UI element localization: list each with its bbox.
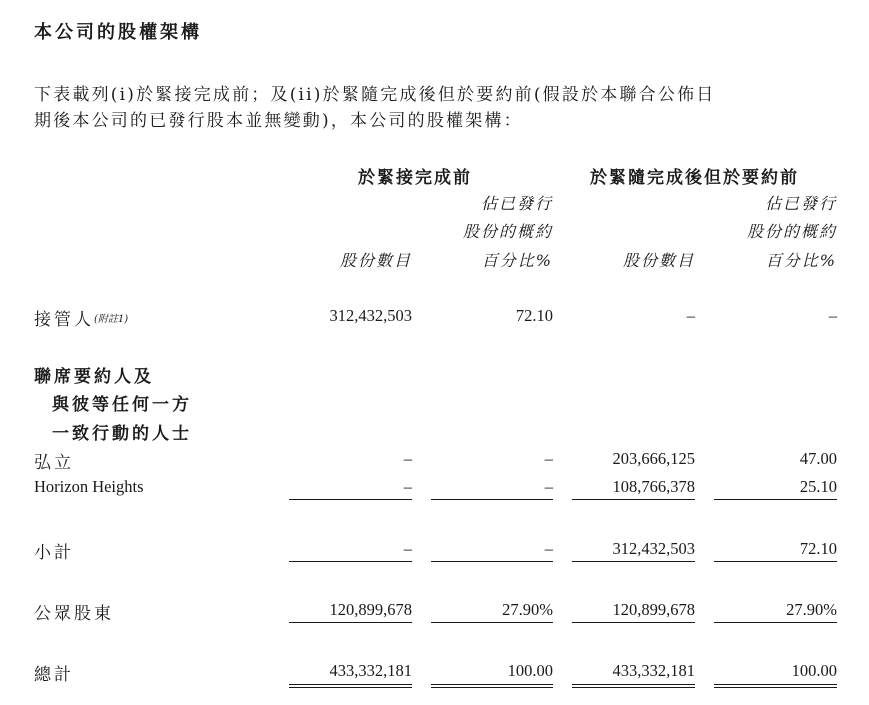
header-before-completion: 於緊接完成前 <box>358 168 472 188</box>
receiver-pct-before: 72.10 <box>515 306 553 325</box>
concert-heading-line2: 與彼等任何一方 <box>52 395 192 415</box>
header-pct-line1-b: 佔已發行 <box>764 194 837 213</box>
rule-public-c1 <box>289 622 412 623</box>
total-pct-before: 100.00 <box>507 661 553 680</box>
rule-public-c4 <box>714 622 837 623</box>
total-shares-after: 433,332,181 <box>612 661 695 680</box>
hongli-shares-after: 203,666,125 <box>612 449 695 468</box>
total-pct-after: 100.00 <box>791 661 837 680</box>
header-pct-line1-a: 佔已發行 <box>480 194 553 213</box>
double-rule-total-c3 <box>572 684 695 688</box>
rule-subtotal-c1 <box>289 561 412 562</box>
intro-line-1: 下表載列(i)於緊接完成前；及(ii)於緊隨完成後但於要約前(假設於本聯合公佈日 <box>34 85 716 105</box>
row-label-hongli: 弘立 <box>34 453 74 473</box>
double-rule-total-c1 <box>289 684 412 688</box>
receiver-pct-after: – <box>828 306 837 325</box>
horizon-pct-before: – <box>544 477 553 496</box>
hongli-pct-before: – <box>544 449 553 468</box>
public-pct-before: 27.90% <box>502 600 553 619</box>
hongli-shares-before: – <box>403 449 412 468</box>
rule-horizon-c3 <box>572 499 695 500</box>
rule-subtotal-c4 <box>714 561 837 562</box>
intro-line-2: 期後本公司的已發行股本並無變動)，本公司的股權架構： <box>34 111 523 131</box>
header-pct-line2-a: 股份的概約 <box>462 222 553 241</box>
rule-horizon-c2 <box>431 499 553 500</box>
rule-horizon-c4 <box>714 499 837 500</box>
subtotal-shares-after: 312,432,503 <box>612 539 695 558</box>
receiver-note: (附註1) <box>94 314 129 325</box>
rule-public-c2 <box>431 622 553 623</box>
header-pct-line2-b: 股份的概約 <box>746 222 837 241</box>
row-label-public: 公眾股東 <box>34 604 114 624</box>
header-pct-line3-b: 百分比% <box>765 251 837 270</box>
horizon-shares-before: – <box>403 477 412 496</box>
row-label-subtotal: 小計 <box>34 543 74 563</box>
concert-heading-line3: 一致行動的人士 <box>52 424 192 444</box>
header-after-completion: 於緊隨完成後但於要約前 <box>590 168 799 188</box>
rule-public-c3 <box>572 622 695 623</box>
section-title: 本公司的股權架構 <box>34 22 202 43</box>
header-pct-line3-a: 百分比% <box>481 251 553 270</box>
header-shares-a: 股份數目 <box>339 251 412 270</box>
public-pct-after: 27.90% <box>786 600 837 619</box>
rule-horizon-c1 <box>289 499 412 500</box>
row-label-total: 總計 <box>34 665 74 685</box>
rule-subtotal-c3 <box>572 561 695 562</box>
total-shares-before: 433,332,181 <box>329 661 412 680</box>
receiver-label-text: 接管人 <box>34 310 94 330</box>
receiver-shares-after: – <box>686 306 695 325</box>
receiver-shares-before: 312,432,503 <box>329 306 412 325</box>
concert-heading-line1: 聯席要約人及 <box>34 367 154 387</box>
double-rule-total-c4 <box>714 684 837 688</box>
horizon-shares-after: 108,766,378 <box>612 477 695 496</box>
row-label-receiver <box>34 305 128 330</box>
header-shares-b: 股份數目 <box>622 251 695 270</box>
subtotal-pct-before: – <box>544 539 553 558</box>
public-shares-after: 120,899,678 <box>612 600 695 619</box>
subtotal-shares-before: – <box>403 539 412 558</box>
row-label-horizon: Horizon Heights <box>34 477 144 496</box>
double-rule-total-c2 <box>431 684 553 688</box>
rule-subtotal-c2 <box>431 561 553 562</box>
hongli-pct-after: 47.00 <box>799 449 837 468</box>
horizon-pct-after: 25.10 <box>799 477 837 496</box>
public-shares-before: 120,899,678 <box>329 600 412 619</box>
subtotal-pct-after: 72.10 <box>799 539 837 558</box>
